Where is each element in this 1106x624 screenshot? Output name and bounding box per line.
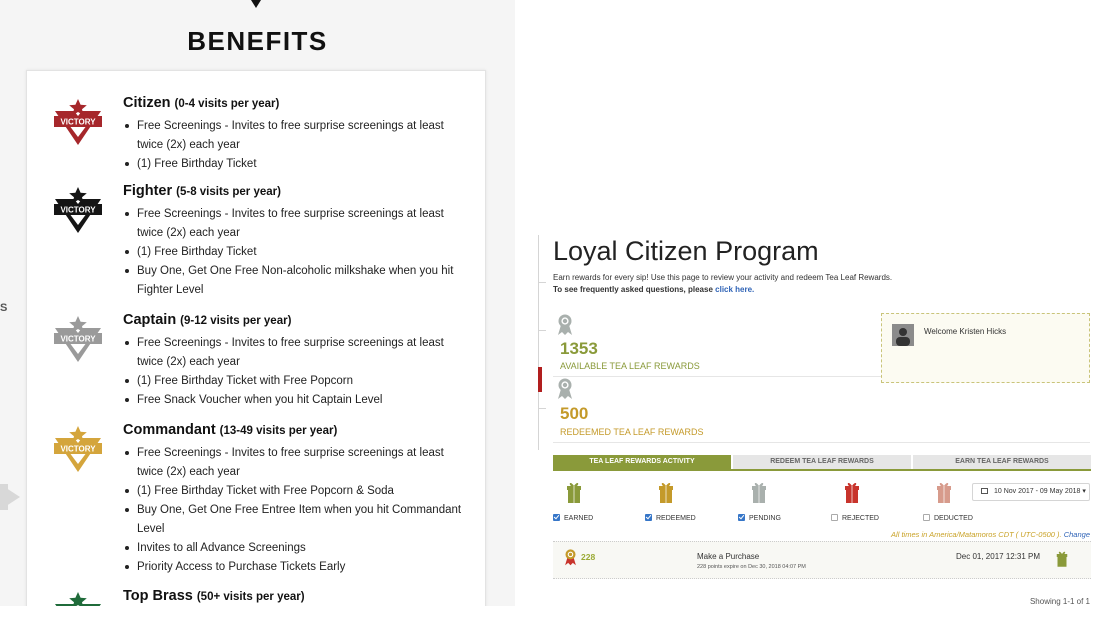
gift-earned-icon <box>566 481 582 503</box>
chevron-down-icon: ▾ <box>1082 488 1086 495</box>
badge-text: VICTORY <box>60 334 96 344</box>
date-range-value: 10 Nov 2017 - 09 May 2018 <box>994 488 1081 495</box>
checkbox-icon[interactable] <box>553 514 560 521</box>
benefit-item: (1) Free Birthday Ticket <box>123 243 463 262</box>
victory-badge-icon <box>52 316 104 362</box>
faq-link[interactable]: click here. <box>715 285 755 294</box>
benefit-item: Free Screenings - Invites to free surprise screenings at least twice (2x) each year <box>123 334 463 372</box>
benefit-item: Free Screenings - Invites to free surprise screenings at least twice (2x) each year <box>123 205 463 243</box>
welcome-box <box>881 313 1090 383</box>
award-ribbon-icon <box>564 549 577 566</box>
filter-label: REDEEMED <box>656 515 696 522</box>
intro-text: Earn rewards for every sip! Use this page to review your activity and redeem Tea Leaf Rewards. <box>553 273 893 282</box>
tier-visits: (13-49 visits per year) <box>219 425 338 437</box>
benefits-panel <box>0 0 515 620</box>
cropped-edge-letter: S <box>0 302 8 314</box>
side-rail-tick <box>538 408 546 409</box>
date-range-picker[interactable] <box>972 483 1090 501</box>
benefit-item: Buy One, Get One Free Non-alcoholic milkshake when you hit Fighter Level <box>123 262 463 300</box>
side-rail-tick <box>538 330 546 331</box>
gift-rejected-icon <box>844 481 860 503</box>
timezone-text: All times in America/Matamoros CDT ( UTC-0500 ). <box>891 530 1062 539</box>
tier-name <box>123 95 279 111</box>
benefit-item: Free Screenings - Invites to free surprise screenings at least twice (2x) each year <box>123 117 463 155</box>
tier-name <box>123 588 305 604</box>
loyalty-program-panel <box>538 230 1106 624</box>
checkbox-icon[interactable] <box>831 514 838 521</box>
activity-date: Dec 01, 2017 12:31 PM <box>956 552 1041 561</box>
victory-badge-icon <box>52 426 104 472</box>
tier-name-text: Citizen <box>123 95 171 111</box>
tier-visits: (50+ visits per year) <box>196 591 305 603</box>
tier-visits: (5-8 visits per year) <box>176 186 281 198</box>
tier-benefits-list <box>123 334 463 410</box>
gift-redeemed-icon <box>658 481 674 503</box>
activity-expiry: 228 points expire on Dec 30, 2018 04:07 PM <box>697 564 806 570</box>
redeemed-rewards-value: 500 <box>560 404 589 423</box>
tier-benefits-list <box>123 117 463 174</box>
tier-benefits-list <box>123 205 463 300</box>
filter-rejected[interactable] <box>831 514 879 522</box>
calendar-icon <box>981 488 988 494</box>
checkbox-icon[interactable] <box>923 514 930 521</box>
benefit-item: Free Snack Voucher when you hit Captain Level <box>123 391 463 410</box>
award-ribbon-icon <box>557 378 573 400</box>
checkbox-icon[interactable] <box>738 514 745 521</box>
activity-action: Make a Purchase <box>697 552 760 561</box>
gift-deducted-icon <box>936 481 952 503</box>
tab-earn-rewards[interactable]: EARN TEA LEAF REWARDS <box>913 455 1091 469</box>
welcome-text: Welcome Kristen Hicks <box>924 327 1007 336</box>
benefit-item: Invites to all Advance Screenings <box>123 539 463 558</box>
gift-pending-icon <box>751 481 767 503</box>
side-rail <box>538 235 539 450</box>
faq-prefix: To see frequently asked questions, please <box>553 285 716 294</box>
caret-down-icon <box>251 0 261 8</box>
pagination-summary: Showing 1-1 of 1 <box>1029 597 1090 606</box>
tier-visits: (0-4 visits per year) <box>174 98 280 110</box>
tier-name-text: Top Brass <box>123 588 193 604</box>
divider <box>553 442 1090 443</box>
side-rail-active-marker <box>538 367 542 392</box>
filter-label: EARNED <box>564 515 594 522</box>
badge-text: VICTORY <box>60 117 96 127</box>
badge-text: VICTORY <box>60 444 96 454</box>
side-rail-tick <box>538 282 546 283</box>
filter-redeemed[interactable] <box>645 514 696 522</box>
tier-name <box>123 312 291 328</box>
tab-underline <box>553 469 1091 471</box>
filter-earned[interactable] <box>553 514 593 522</box>
available-rewards-value: 1353 <box>560 339 598 358</box>
tier-name-text: Fighter <box>123 183 173 199</box>
filter-label: REJECTED <box>842 515 879 522</box>
timezone-change-link[interactable]: Change <box>1063 530 1090 539</box>
benefits-card <box>26 70 486 620</box>
victory-badge-icon <box>52 187 104 233</box>
table-row <box>553 541 1091 579</box>
benefit-item: (1) Free Birthday Ticket with Free Popcorn <box>123 372 463 391</box>
available-rewards-label: AVAILABLE TEA LEAF REWARDS <box>560 361 700 371</box>
filter-pending[interactable] <box>738 514 781 522</box>
faq-text <box>553 285 754 294</box>
tab-rewards-activity[interactable]: TEA LEAF REWARDS ACTIVITY <box>553 455 731 469</box>
benefit-item: (1) Free Birthday Ticket with Free Popcorn & Soda <box>123 482 463 501</box>
gift-earned-icon <box>1056 550 1068 567</box>
tier-name <box>123 422 337 438</box>
checkbox-icon[interactable] <box>645 514 652 521</box>
benefit-item: Buy One, Get One Free Entree Item when you hit Commandant Level <box>123 501 463 539</box>
award-ribbon-icon <box>557 314 573 336</box>
victory-badge-icon <box>52 99 104 145</box>
redeemed-rewards-label: REDEEMED TEA LEAF REWARDS <box>560 427 704 437</box>
filter-label: PENDING <box>749 515 781 522</box>
filter-label: DEDUCTED <box>934 515 973 522</box>
carousel-arrow-icon[interactable] <box>0 484 20 510</box>
activity-points: 228 <box>581 552 596 562</box>
badge-text: VICTORY <box>60 205 96 215</box>
filter-deducted[interactable] <box>923 514 973 522</box>
tier-name-text: Commandant <box>123 422 216 438</box>
tier-name <box>123 183 281 199</box>
page-title: Loyal Citizen Program <box>553 236 819 266</box>
tier-name-text: Captain <box>123 312 177 328</box>
timezone-note <box>891 530 1090 539</box>
tier-visits: (9-12 visits per year) <box>180 315 292 327</box>
benefit-item: Priority Access to Purchase Tickets Early <box>123 558 463 577</box>
user-avatar-icon <box>892 324 914 346</box>
benefit-item: (1) Free Birthday Ticket <box>123 155 463 174</box>
tier-benefits-list <box>123 444 463 577</box>
tab-redeem-rewards[interactable]: REDEEM TEA LEAF REWARDS <box>733 455 911 469</box>
benefit-item: Free Screenings - Invites to free surprise screenings at least twice (2x) each year <box>123 444 463 482</box>
victory-badge-icon: VICTORY <box>52 592 104 606</box>
tab-bar <box>553 455 1091 469</box>
benefits-title: BENEFITS <box>187 26 328 56</box>
